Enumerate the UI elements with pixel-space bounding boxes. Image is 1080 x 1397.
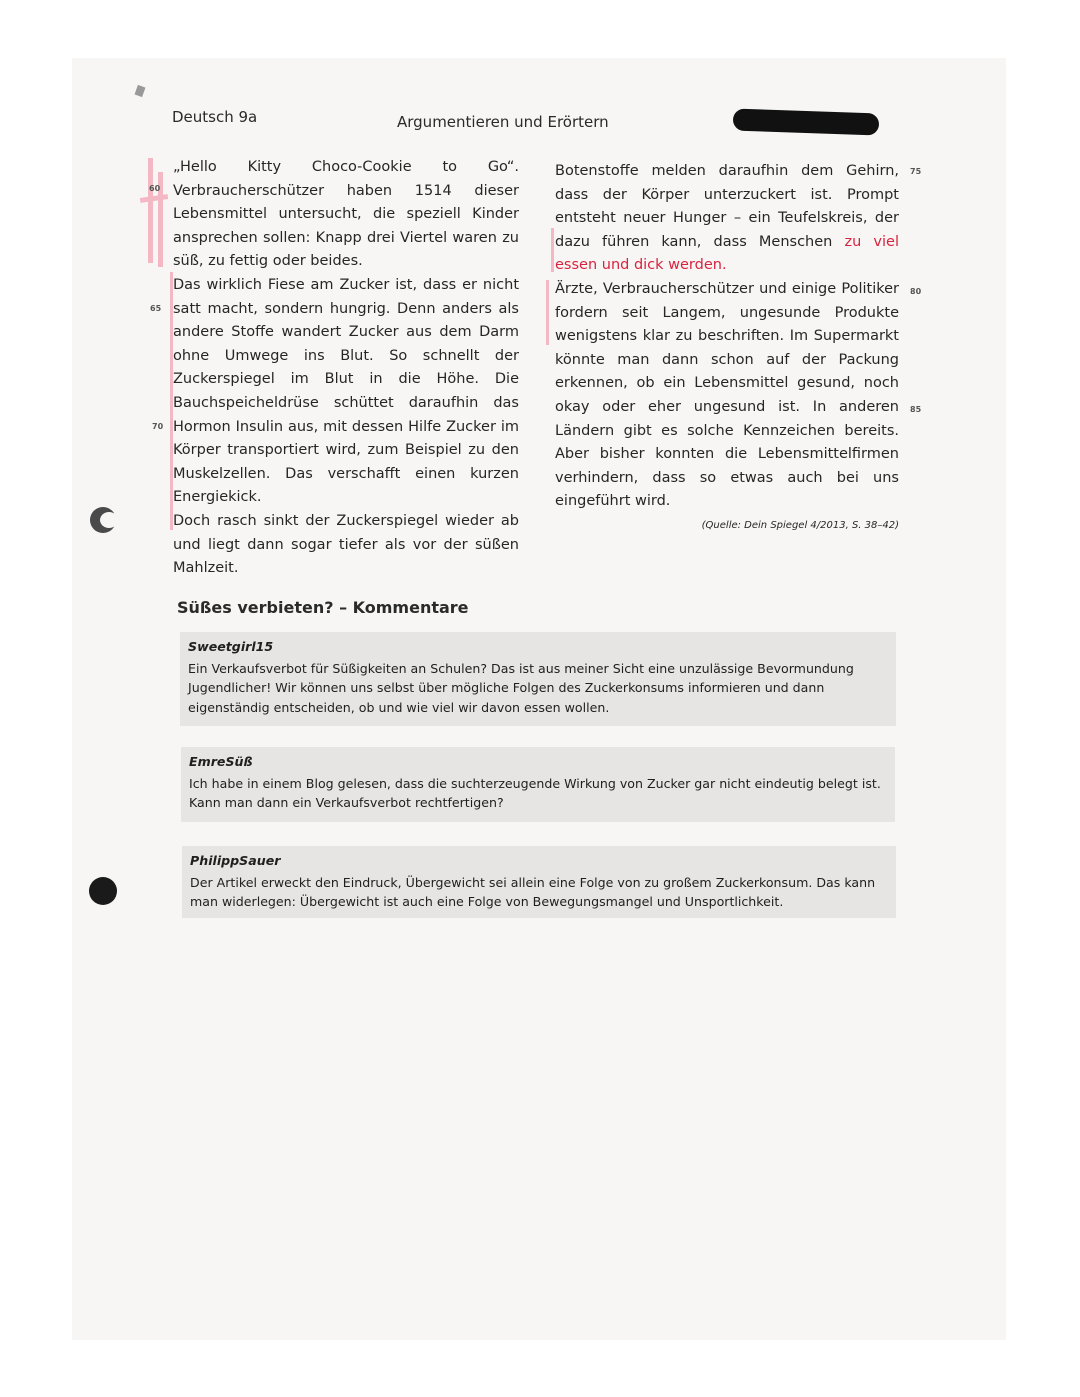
comment-box: [182, 846, 896, 918]
marker-stroke-right-2: [546, 280, 549, 345]
line-number-60: 60: [149, 184, 161, 193]
comment-box: [180, 632, 896, 726]
article-paragraph-4: [555, 160, 899, 278]
source-citation: (Quelle: Dein Spiegel 4/2013, S. 38–42): [701, 519, 899, 531]
comments-section-title: Süßes verbieten? – Kommentare: [177, 598, 469, 617]
marker-stroke-left-1: [148, 158, 153, 263]
article-paragraph-2: Das wirklich Fiese am Zucker ist, dass er nicht satt macht, sondern hungrig. Denn anders als andere Stoffe wandert Zucker aus dem Darm ohne Umwege ins Blut. So schnellt der Zuckerspiegel im Blut in die Höhe. Die Bauchspeicheldrüse schüttet daraufhin das Hormon Insulin aus, mit dessen Hilfe Zucker im Körper transportiert wird, zum Beispiel zu den Muskelzellen. Das verschafft einen kurzen Energiekick.: [173, 276, 519, 506]
highlighted-text: zu viel essen und dick werden.: [555, 233, 899, 274]
article-left-column: [173, 156, 519, 581]
line-number-70: 70: [152, 422, 164, 431]
line-number-75: 75: [910, 167, 922, 176]
punch-hole-icon: [90, 507, 116, 533]
header-topic: Argumentieren und Erörtern: [397, 113, 609, 131]
article-paragraph-4-text: Botenstoffe melden daraufhin dem Gehirn, dass der Körper unterzuckert ist. Prompt entsteht neuer Hunger – ein Teufelskreis, der dazu führen kann, dass Menschen: [555, 163, 899, 250]
line-number-65: 65: [150, 304, 162, 313]
article-paragraph-1: „Hello Kitty Choco-Cookie to Go“. Verbraucherschützer haben 1514 dieser Lebensmittel untersucht, die speziell Kinder ansprechen sollen: Knapp drei Viertel waren zu süß, zu fettig oder beides.: [173, 159, 519, 270]
line-number-80: 80: [910, 287, 922, 296]
comment-text: Ein Verkaufsverbot für Süßigkeiten an Schulen? Das ist aus meiner Sicht eine unzulässige Bevormundung Jugendlicher! Wir können uns selbst über mögliche Folgen des Zuckerkonsums informieren und dann eigenständig entscheiden, ob und wie viel wir davon essen wollen.: [188, 660, 854, 715]
comment-text: Der Artikel erweckt den Eindruck, Übergewicht sei allein eine Folge von zu großem Zuckerkonsum. Das kann man widerlegen: Übergewicht ist auch eine Folge von Bewegungsmangel und Unsportlichkeit.: [190, 874, 876, 909]
comment-text: Ich habe in einem Blog gelesen, dass die suchterzeugende Wirkung von Zucker gar nicht eindeutig belegt ist. Kann man dann ein Verkaufsverbot rechtfertigen?: [189, 775, 881, 810]
article-right-column: [555, 160, 899, 538]
comment-box: [181, 747, 895, 822]
marker-stroke-right-1: [551, 228, 554, 272]
article-paragraph-5: Ärzte, Verbraucherschützer und einige Politiker fordern seit Langem, ungesunde Produkte wenigstens klar zu beschriften. Im Supermarkt könnte man dann schon auf der Packung erkennen, ob ein Lebensmittel gesund, noch okay oder eher ungesund ist. In anderen Ländern gibt es solche Kennzeichen bereits. Aber bisher konnten die Lebensmittelfirmen verhindern, dass so etwas auch bei uns eingeführt wird.: [555, 280, 899, 510]
article-paragraph-3: Doch rasch sinkt der Zuckerspiegel wieder ab und liegt dann sogar tiefer als vor der süßen Mahlzeit.: [173, 512, 519, 577]
punch-hole-icon: [89, 877, 117, 905]
header-subject: Deutsch 9a: [172, 108, 258, 126]
comment-author: PhilippSauer: [190, 853, 281, 868]
comment-author: EmreSüß: [189, 754, 253, 769]
comment-author: Sweetgirl15: [188, 639, 274, 654]
line-number-85: 85: [910, 405, 922, 414]
